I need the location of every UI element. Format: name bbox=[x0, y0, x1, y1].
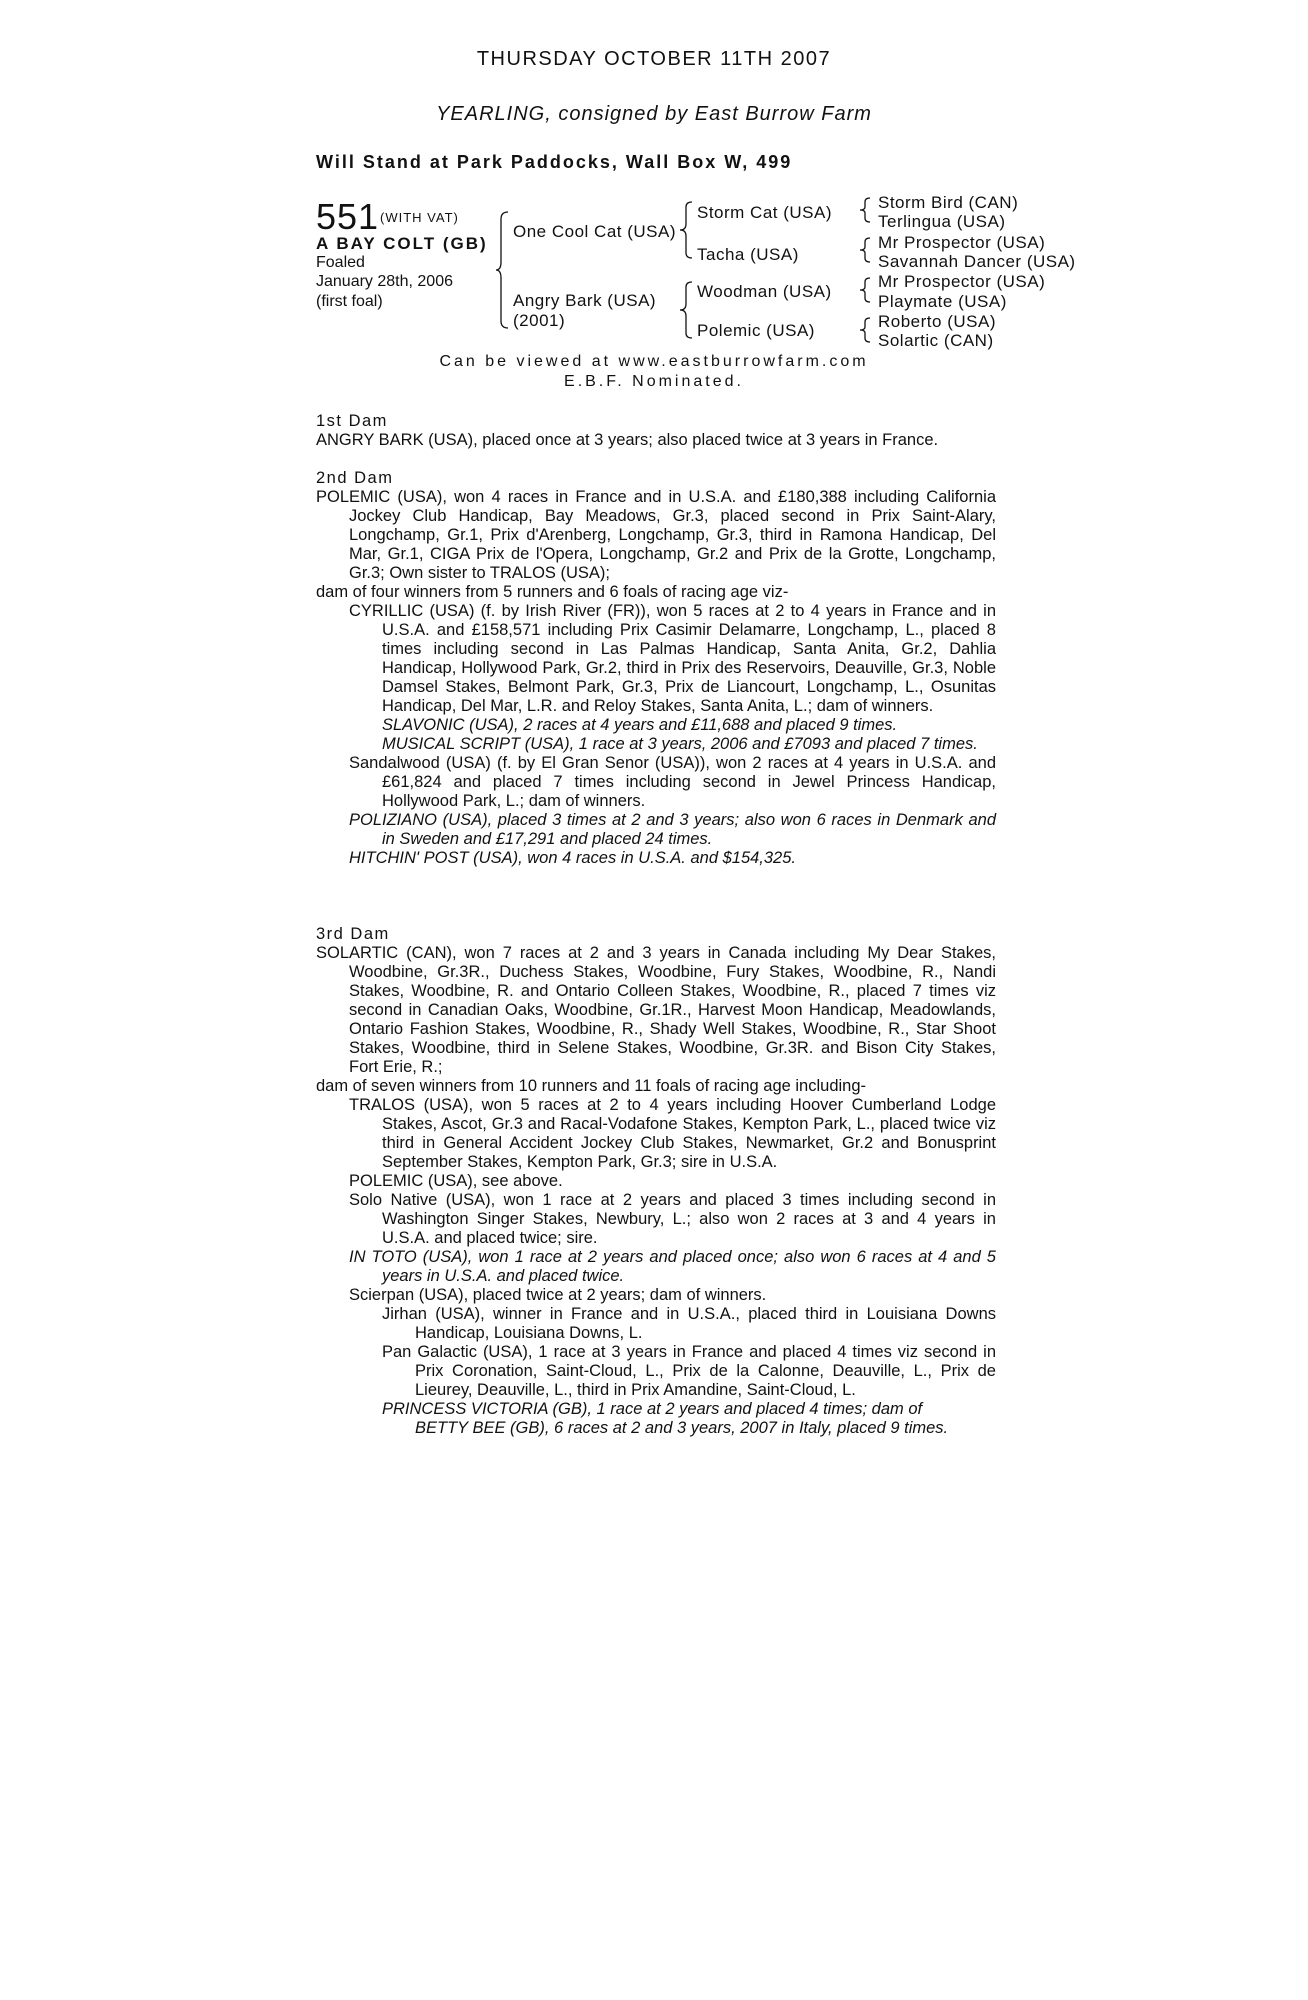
stand-location: Will Stand at Park Paddocks, Wall Box W, 499 bbox=[316, 152, 793, 172]
pedigree-sire-dam: Tacha (USA) bbox=[697, 245, 799, 264]
produce-slavonic: SLAVONIC (USA), 2 races at 4 years and £11,688 and placed 9 times. bbox=[382, 716, 898, 734]
pedigree-dam: Angry Bark (USA) bbox=[513, 291, 657, 310]
pedigree-dam-dam: Polemic (USA) bbox=[697, 321, 815, 340]
sale-date: THURSDAY OCTOBER 11TH 2007 bbox=[476, 48, 832, 70]
produce-princess-victoria: PRINCESS VICTORIA (GB), 1 race at 2 years and placed 4 times; dam of bbox=[382, 1400, 923, 1418]
pedigree-dds: Roberto (USA) bbox=[878, 312, 996, 331]
pedigree-ssd: Terlingua (USA) bbox=[878, 212, 1006, 231]
produce-jirhan: Jirhan (USA), winner in France and in U.S.A., placed third in Louisiana Downs Handicap, Louisiana Downs, L. bbox=[382, 1305, 996, 1342]
pedigree-brace-dam bbox=[678, 280, 694, 340]
pedigree-dam-sire: Woodman (USA) bbox=[697, 282, 832, 301]
pedigree-brace-sire bbox=[678, 200, 694, 260]
pedigree-dam-year: (2001) bbox=[513, 311, 566, 330]
produce-hitchin-post: HITCHIN' POST (USA), won 4 races in U.S.A. and $154,325. bbox=[349, 849, 796, 867]
pedigree-ddd: Solartic (CAN) bbox=[878, 331, 994, 350]
third-dam-produce-summary: dam of seven winners from 10 runners and 11 foals of racing age including- bbox=[316, 1077, 867, 1095]
second-dam-section bbox=[316, 469, 996, 868]
vat-note: (WITH VAT) bbox=[380, 210, 459, 225]
second-dam-record: POLEMIC (USA), won 4 races in France and in U.S.A. and £180,388 including California Jockey Club Handicap, Bay Meadows, Gr.3, placed second in Prix Saint-Alary, Longchamp, Gr.1, Prix d'Arenberg, Longchamp, Gr.3, third in Ramona Handicap, Del Mar, Gr.1, CIGA Prix de l'Opera, Longchamp, Gr.2 and Prix de la Grotte, Longchamp, Gr.3; Own sister to TRALOS (USA); bbox=[316, 488, 996, 582]
first-dam-text: ANGRY BARK (USA), placed once at 3 years; also placed twice at 3 years in France. bbox=[316, 431, 939, 449]
produce-solo-native: Solo Native (USA), won 1 race at 2 years and placed 3 times including second in Washington Singer Stakes, Newbury, L.; also won 2 races at 3 and 4 years in U.S.A. and placed twice; sire. bbox=[349, 1191, 996, 1247]
third-dam-heading: 3rd Dam bbox=[316, 925, 390, 943]
foaled-label: Foaled bbox=[316, 254, 365, 271]
pedigree-brace-sd bbox=[858, 236, 872, 264]
lot-number: 551 bbox=[316, 196, 380, 237]
produce-sandalwood: Sandalwood (USA) (f. by El Gran Senor (USA)), won 2 races at 4 years in U.S.A. and £61,824 and placed 7 times including second in Jewel Princess Handicap, Hollywood Park, L.; dam of winners. bbox=[349, 754, 996, 810]
lot-name: A BAY COLT (GB) bbox=[316, 234, 488, 253]
produce-cyrillic: CYRILLIC (USA) (f. by Irish River (FR)), won 5 races at 2 to 4 years in France and in U.S.A. and £158,571 including Prix Casimir Delamarre, Longchamp, L., placed 8 times including second in Las Palmas Handicap, Santa Anita, Gr.2, Dahlia Handicap, Hollywood Park, Gr.2, third in Prix des Reservoirs, Deauville, Gr.3, Noble Damsel Stakes, Belmont Park, Gr.3, Prix de Liancourt, Longchamp, L., Osunitas Handicap, Del Mar, L.R. and Reloy Stakes, Santa Anita, L.; dam of winners. bbox=[349, 602, 996, 715]
pedigree-brace-dd bbox=[858, 316, 872, 344]
pedigree-dss: Mr Prospector (USA) bbox=[878, 272, 1046, 291]
website-note: Can be viewed at www.eastburrowfarm.com bbox=[439, 353, 869, 370]
pedigree-sire: One Cool Cat (USA) bbox=[513, 222, 676, 241]
produce-pan-galactic: Pan Galactic (USA), 1 race at 3 years in France and placed 4 times viz second in Prix Coronation, Saint-Cloud, L., Prix de la Calonne, Deauville, L., Prix de Lieurey, Deauville, L., third in Prix Amandine, Saint-Cloud, L. bbox=[382, 1343, 996, 1399]
pedigree-brace-main bbox=[494, 210, 510, 330]
foaled-date: January 28th, 2006 bbox=[316, 273, 453, 290]
pedigree-brace-ds bbox=[858, 276, 872, 304]
pedigree-brace-ss bbox=[858, 196, 872, 224]
produce-musical-script: MUSICAL SCRIPT (USA), 1 race at 3 years, 2006 and £7093 and placed 7 times. bbox=[382, 735, 978, 753]
ebf-note: E.B.F. Nominated. bbox=[564, 373, 744, 390]
first-dam-heading: 1st Dam bbox=[316, 412, 388, 430]
first-dam-section bbox=[316, 412, 996, 450]
second-dam-produce-summary: dam of four winners from 5 runners and 6 foals of racing age viz- bbox=[316, 583, 789, 601]
pedigree-sss: Storm Bird (CAN) bbox=[878, 193, 1019, 212]
produce-betty-bee: BETTY BEE (GB), 6 races at 2 and 3 years, 2007 in Italy, placed 9 times. bbox=[415, 1419, 949, 1437]
produce-polemic: POLEMIC (USA), see above. bbox=[349, 1172, 563, 1190]
first-foal-note: (first foal) bbox=[316, 293, 383, 310]
pedigree-sds: Mr Prospector (USA) bbox=[878, 233, 1046, 252]
pedigree-sdd: Savannah Dancer (USA) bbox=[878, 252, 1076, 271]
produce-in-toto: IN TOTO (USA), won 1 race at 2 years and placed once; also won 6 races at 4 and 5 years in U.S.A. and placed twice. bbox=[349, 1248, 996, 1285]
pedigree-dsd: Playmate (USA) bbox=[878, 292, 1007, 311]
produce-poliziano: POLIZIANO (USA), placed 3 times at 2 and 3 years; also won 6 races in Denmark and in Sweden and £17,291 and placed 24 times. bbox=[349, 811, 996, 848]
consignment-line: YEARLING, consigned by East Burrow Farm bbox=[436, 103, 872, 125]
produce-tralos: TRALOS (USA), won 5 races at 2 to 4 years including Hoover Cumberland Lodge Stakes, Ascot, Gr.3 and Racal-Vodafone Stakes, Kempton Park, L., placed twice viz third in General Accident Jockey Club Stakes, Newmarket, Gr.2 and Bonusprint September Stakes, Kempton Park, Gr.3; sire in U.S.A. bbox=[349, 1096, 996, 1171]
third-dam-record: SOLARTIC (CAN), won 7 races at 2 and 3 years in Canada including My Dear Stakes, Woodbine, Gr.3R., Duchess Stakes, Woodbine, Fury Stakes, Woodbine, R., Nandi Stakes, Woodbine, R. and Ontario Colleen Stakes, Woodbine, R., placed 7 times viz second in Canadian Oaks, Woodbine, Gr.1R., Harvest Moon Handicap, Meadowlands, Ontario Fashion Stakes, Woodbine, R., Shady Well Stakes, Woodbine, R., Star Shoot Stakes, Woodbine, third in Selene Stakes, Woodbine, Gr.3R. and Bison City Stakes, Fort Erie, R.; bbox=[316, 944, 996, 1076]
second-dam-heading: 2nd Dam bbox=[316, 469, 394, 487]
pedigree-sire-sire: Storm Cat (USA) bbox=[697, 203, 833, 222]
third-dam-section bbox=[316, 925, 996, 1438]
produce-scierpan: Scierpan (USA), placed twice at 2 years; dam of winners. bbox=[349, 1286, 767, 1304]
